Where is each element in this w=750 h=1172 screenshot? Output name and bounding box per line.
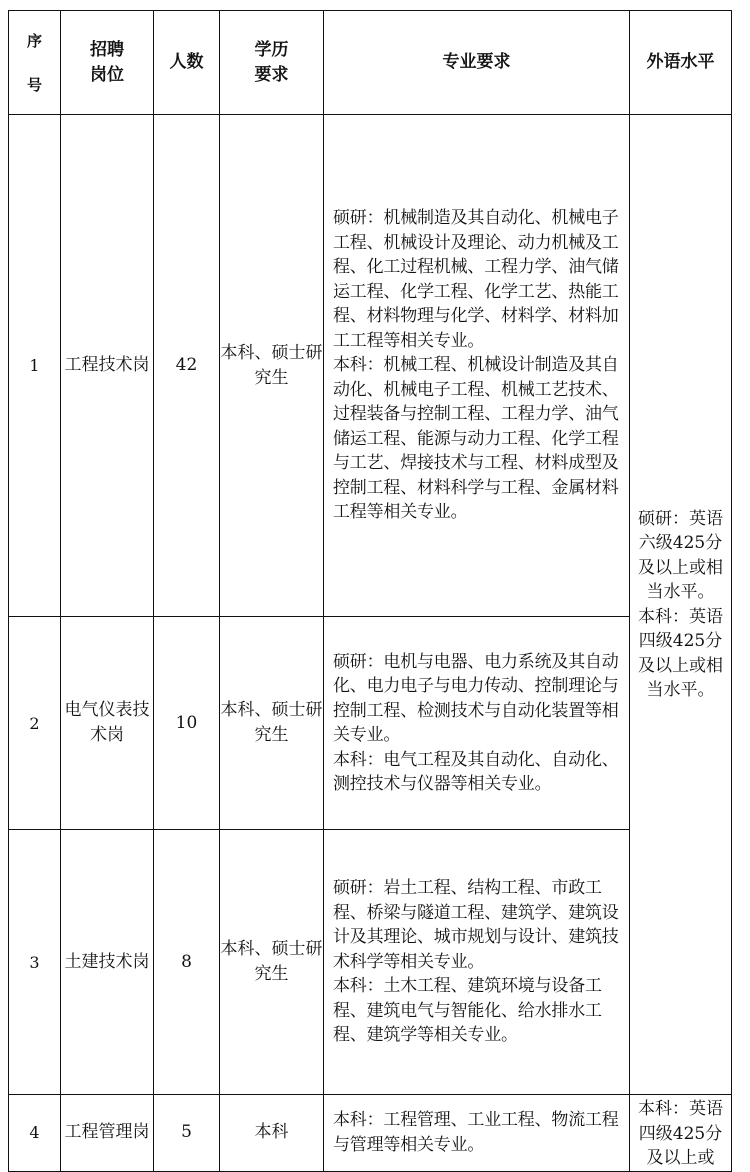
major-bachelor: 本科：机械工程、机械设计制造及其自动化、机械电子工程、机械工艺技术、过程装备与控制工程、工程力学、油气储运工程、能源与动力工程、化学工程与工艺、焊接技术与工程、材料成型及控制工程、材料科学与工程、金属材料工程等相关专业。 (333, 355, 619, 523)
row-position: 土建技术岗 (61, 830, 154, 1095)
row-major (324, 617, 630, 830)
row-no: 2 (9, 617, 61, 830)
row-education: 本科、硕士研究生 (220, 830, 324, 1095)
row-education: 本科、硕士研究生 (220, 115, 324, 617)
major-master: 硕研：机械制造及其自动化、机械电子工程、机械设计及理论、动力机械及工程、化工过程机械、工程力学、油气储运工程、化学工程、化学工艺、热能工程、材料物理与化学、材料学、材料加工工程等相关专业。 (333, 208, 619, 351)
header-major: 专业要求 (324, 11, 630, 115)
row-language: 本科：英语四级425分及以上或 (630, 1095, 732, 1172)
row-no: 4 (9, 1095, 61, 1172)
row-major (324, 830, 630, 1095)
row-position: 工程管理岗 (61, 1095, 154, 1172)
major-bachelor: 本科：土木工程、建筑环境与设备工程、建筑电气与智能化、给水排水工程、建筑学等相关专业。 (333, 976, 602, 1046)
row-position: 工程技术岗 (61, 115, 154, 617)
header-language: 外语水平 (630, 11, 732, 115)
row-no: 1 (9, 115, 61, 617)
header-no: 序 号 (9, 11, 61, 115)
table-row (9, 1095, 732, 1172)
table-row (9, 830, 732, 1095)
table-row (9, 115, 732, 617)
row-education: 本科、硕士研究生 (220, 617, 324, 830)
row-no: 3 (9, 830, 61, 1095)
major-bachelor: 本科：工程管理、工业工程、物流工程与管理等相关专业。 (333, 1110, 619, 1155)
major-master: 硕研：岩土工程、结构工程、市政工程、桥梁与隧道工程、建筑学、建筑设计及其理论、城市规划与设计、建筑技术科学等相关专业。 (333, 878, 619, 972)
header-count: 人数 (154, 11, 220, 115)
row-count: 8 (154, 830, 220, 1095)
row-major (324, 1095, 630, 1172)
row-major (324, 115, 630, 617)
row-education: 本科 (220, 1095, 324, 1172)
row-position: 电气仪表技术岗 (61, 617, 154, 830)
major-master: 硕研：电机与电器、电力系统及其自动化、电力电子与电力传动、控制理论与控制工程、检测技术与自动化装置等相关专业。 (333, 651, 619, 745)
header-row (9, 11, 732, 115)
row-count: 5 (154, 1095, 220, 1172)
table-row (9, 617, 732, 830)
recruitment-table (8, 10, 732, 1172)
row-count: 42 (154, 115, 220, 617)
language-master: 硕研：英语六级425分及以上或相当水平。 (638, 508, 723, 602)
header-education: 学历 要求 (220, 11, 324, 115)
header-position: 招聘 岗位 (61, 11, 154, 115)
language-bachelor: 本科：英语四级425分及以上或相当水平。 (638, 606, 723, 700)
row-count: 10 (154, 617, 220, 830)
row-language-merged (630, 115, 732, 1095)
major-bachelor: 本科：电气工程及其自动化、自动化、测控技术与仪器等相关专业。 (333, 749, 619, 794)
